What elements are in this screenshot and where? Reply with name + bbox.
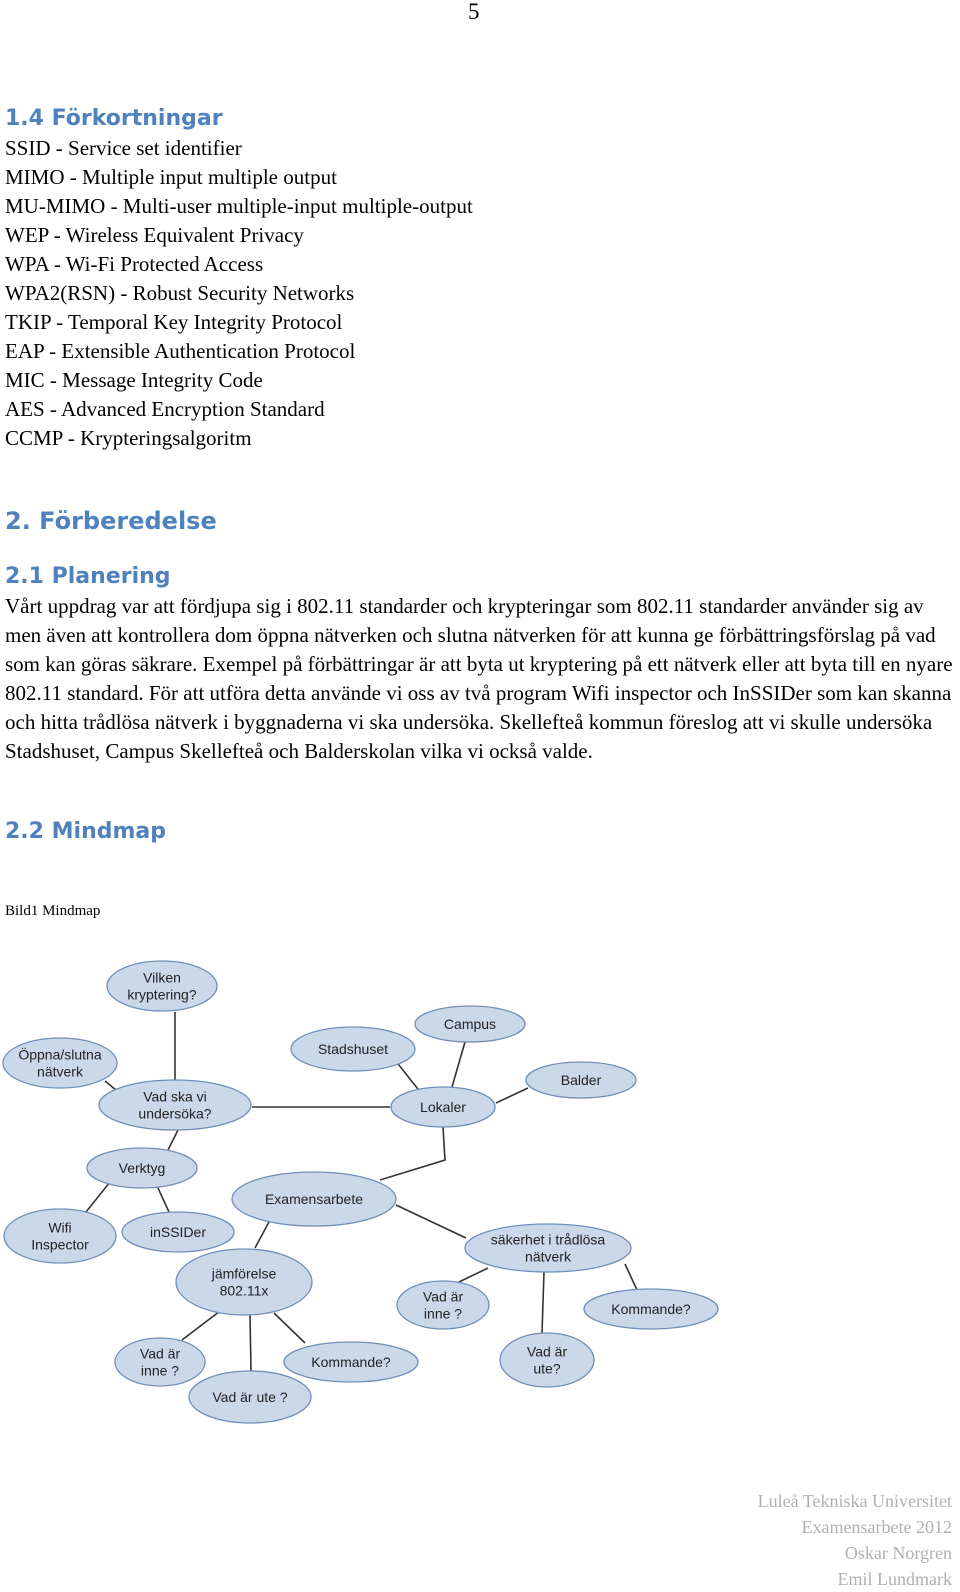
mindmap-node-balder — [526, 1062, 636, 1098]
abbreviation-item: MIC - Message Integrity Code — [5, 368, 263, 392]
section-heading-planning: 2.1 Planering — [5, 564, 171, 589]
mindmap-node-label: Kommande? — [311, 1354, 391, 1370]
mindmap-node-label: Vad är — [139, 1345, 181, 1362]
mindmap-node-label: Vad är — [526, 1343, 568, 1360]
mindmap-link — [542, 1272, 544, 1333]
footer-author: Emil Lundmark — [837, 1569, 952, 1589]
mindmap-node-label: inSSIDer — [149, 1224, 207, 1240]
mindmap-node-vad-ar-inne-right — [397, 1281, 489, 1329]
mindmap-node-stadshuset — [291, 1027, 415, 1071]
mindmap-node-vad-ar-ute-left — [189, 1371, 311, 1423]
section-heading-preparation: 2. Förberedelse — [5, 507, 217, 535]
mindmap-node-vad-ar-ute-right — [500, 1333, 594, 1387]
mindmap-node-label: Öppna/slutna — [18, 1046, 102, 1063]
mindmap-link — [380, 1127, 445, 1180]
footer-university: Luleå Tekniska Universitet — [757, 1491, 952, 1511]
mindmap-link — [395, 1060, 421, 1093]
mindmap-node-oppna-slutna — [3, 1038, 117, 1088]
mindmap-node-label: inne ? — [423, 1305, 463, 1322]
mindmap-node-label: Verktyg — [118, 1160, 166, 1176]
mindmap-link — [168, 1130, 178, 1150]
abbreviation-item: WPA2(RSN) - Robust Security Networks — [5, 281, 355, 305]
mindmap-node-vilken-kryptering — [107, 961, 217, 1011]
abbreviation-item: MU-MIMO - Multi-user multiple-input multiple-output — [5, 194, 473, 218]
mindmap-node-label: Vad är ute ? — [212, 1389, 288, 1405]
mindmap-node-vad-ska-vi — [99, 1080, 251, 1130]
page-number: 5 — [468, 0, 480, 24]
mindmap-node-label: Vad är — [422, 1288, 464, 1305]
mindmap-node-label: nätverk — [37, 1063, 83, 1080]
mindmap-node-label: inne ? — [140, 1362, 180, 1379]
mindmap-node-label: Stadshuset — [317, 1041, 389, 1057]
footer-author: Oskar Norgren — [844, 1543, 952, 1563]
abbreviation-item: TKIP - Temporal Key Integrity Protocol — [5, 310, 343, 334]
mindmap-node-label: Vad ska vi — [143, 1088, 207, 1105]
mindmap-node-label: Campus — [443, 1016, 497, 1032]
abbreviation-item: CCMP - Krypteringsalgoritm — [5, 426, 252, 450]
mindmap-link — [396, 1205, 466, 1238]
mindmap-node-inssider — [122, 1212, 234, 1252]
mindmap-node-kommande-left — [284, 1342, 418, 1382]
mindmap-node-label: säkerhet i trådlösa — [490, 1231, 606, 1248]
mindmap-node-label: Vilken — [143, 969, 181, 986]
mindmap-node-label: Lokaler — [420, 1099, 466, 1115]
mindmap-node-label: ute? — [533, 1360, 561, 1377]
abbreviation-item: AES - Advanced Encryption Standard — [5, 397, 325, 421]
footer-thesis: Examensarbete 2012 — [801, 1517, 952, 1537]
abbreviation-item: WPA - Wi-Fi Protected Access — [5, 252, 264, 276]
mindmap-node-jamforelse — [176, 1249, 312, 1315]
mindmap-link — [452, 1042, 465, 1087]
planning-paragraph: Vårt uppdrag var att fördjupa sig i 802.11 standarder och krypteringar som 802.11 standarder använder sig av men även att kontrollera dom öppna nätverken och slutna nätverken för att kunna ge förbättringsförslag på vad som kan göras säkrare. Exempel på förbättringar är att byta ut kryptering på ett nätverk eller att byta till en nyare 802.11 standard. För att utföra detta använde vi oss av två program Wifi inspector och InSSIDer som kan skanna och hitta trådlösa nätverk i byggnaderna vi ska undersöka. Skellefteå kommun föreslog att vi skulle undersöka Stadshuset, Campus Skellefteå och Balderskolan vilka vi också valde. — [5, 594, 953, 763]
footer — [758, 1488, 952, 1592]
mindmap-node-label: kryptering? — [127, 986, 197, 1003]
mindmap-node-lokaler — [391, 1087, 495, 1127]
mindmap-node-label: 802.11x — [219, 1282, 269, 1299]
section-heading-mindmap: 2.2 Mindmap — [5, 819, 166, 844]
mindmap-node-kommande-right — [584, 1289, 718, 1329]
mindmap-node-wifi-inspector — [4, 1209, 116, 1263]
mindmap-node-label: undersöka? — [138, 1105, 212, 1122]
mindmap-link — [158, 1188, 169, 1212]
abbreviation-list — [5, 134, 473, 453]
mindmap-link — [250, 1315, 251, 1371]
mindmap-link — [274, 1313, 305, 1343]
mindmap-node-label: jämförelse — [211, 1265, 277, 1282]
mindmap-node-vad-ar-inne-left — [115, 1338, 205, 1386]
mindmap-link — [459, 1268, 488, 1282]
mindmap-node-campus — [415, 1006, 525, 1042]
mindmap-link — [625, 1264, 637, 1290]
abbreviation-item: MIMO - Multiple input multiple output — [5, 165, 337, 189]
mindmap-link — [86, 1182, 110, 1212]
mindmap-nodes — [3, 961, 718, 1423]
abbreviation-item: EAP - Extensible Authentication Protocol — [5, 339, 356, 363]
figure-caption: Bild1 Mindmap — [5, 903, 101, 919]
mindmap-node-label: Wifi — [48, 1219, 72, 1236]
mindmap-link — [496, 1088, 528, 1103]
section-heading-abbreviations: 1.4 Förkortningar — [5, 106, 223, 131]
mindmap-node-label: Balder — [560, 1072, 602, 1088]
abbreviation-item: SSID - Service set identifier — [5, 136, 242, 160]
mindmap-node-examensarbete — [232, 1172, 396, 1226]
mindmap-link — [255, 1220, 270, 1248]
mindmap-node-label: nätverk — [525, 1248, 571, 1265]
abbreviation-item: WEP - Wireless Equivalent Privacy — [5, 223, 304, 247]
mindmap-diagram — [0, 955, 960, 1450]
mindmap-node-verktyg — [87, 1148, 197, 1188]
mindmap-node-label: Inspector — [31, 1236, 89, 1253]
mindmap-node-label: Examensarbete — [264, 1191, 364, 1207]
mindmap-node-label: Kommande? — [611, 1301, 691, 1317]
mindmap-node-sakerhet — [465, 1224, 631, 1272]
